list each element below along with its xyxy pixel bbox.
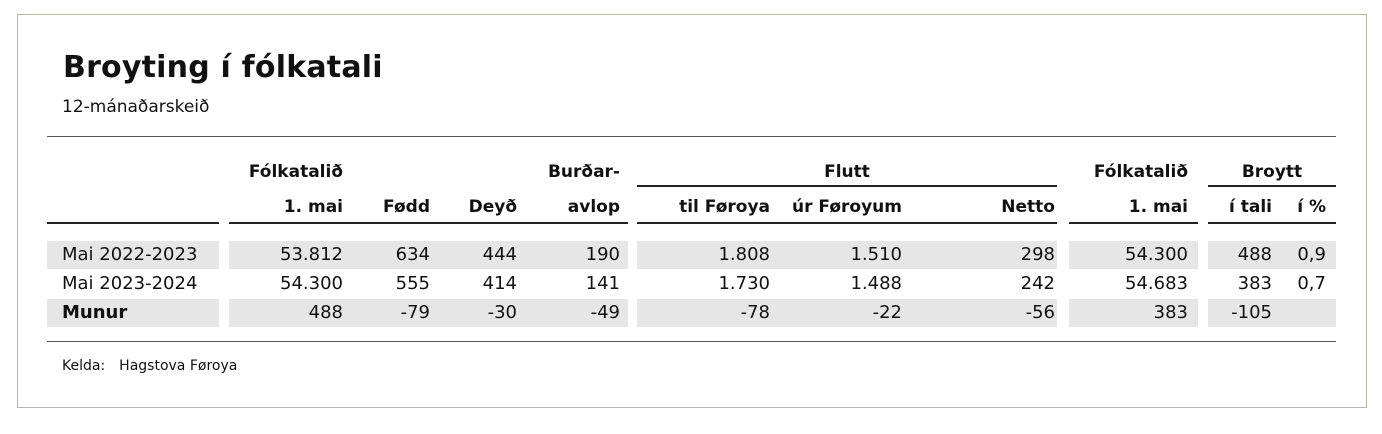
- row3-deyd: -30: [487, 302, 517, 323]
- row1-til-foroya: 1.808: [718, 244, 770, 265]
- row3-label: Munur: [62, 302, 128, 323]
- row3-folkatal-end: 383: [1153, 302, 1188, 323]
- header-ur-foroyum: úr Føroyum: [792, 197, 902, 217]
- header-deyd: Deyð: [468, 197, 517, 217]
- row1-label: Mai 2022-2023: [62, 244, 198, 265]
- row3-til-foroya: -78: [740, 302, 770, 323]
- row2-ur-foroyum: 1.488: [850, 273, 902, 294]
- header-underline-label: [47, 222, 219, 224]
- source-label: Kelda:: [62, 358, 106, 374]
- row3-ur-foroyum: -22: [872, 302, 902, 323]
- row3-folkatal-start: 488: [308, 302, 343, 323]
- flutt-group-underline: [637, 185, 1057, 187]
- row2-broytt-pct: 0,7: [1297, 273, 1326, 294]
- page-title: Broyting í fólkatali: [63, 50, 383, 85]
- header-til-foroya: til Føroya: [679, 197, 770, 217]
- header-underline-flutt: [637, 222, 1057, 224]
- row1-folkatal-end: 54.300: [1125, 244, 1188, 265]
- row2-deyd: 414: [482, 273, 517, 294]
- row1-deyd: 444: [482, 244, 517, 265]
- header-flutt-group: Flutt: [824, 162, 870, 182]
- header-underline-natural: [229, 222, 628, 224]
- source-note: [62, 358, 237, 374]
- header-broytt-group: Broytt: [1241, 162, 1303, 182]
- header-burdar-bottom: avlop: [567, 197, 620, 217]
- header-burdar-top: Burðar-: [547, 162, 620, 182]
- row1-folkatal-start: 53.812: [280, 244, 343, 265]
- row2-netto: 242: [1020, 273, 1055, 294]
- row2-til-foroya: 1.730: [718, 273, 770, 294]
- row2-broytt-tali: 383: [1237, 273, 1272, 294]
- top-divider: [47, 136, 1336, 137]
- row1-fodd: 634: [395, 244, 430, 265]
- row1-netto: 298: [1020, 244, 1055, 265]
- header-folkatal-end-bottom: 1. mai: [1128, 197, 1188, 217]
- row1-ur-foroyum: 1.510: [850, 244, 902, 265]
- row3-fodd: -79: [400, 302, 430, 323]
- header-underline-broytt: [1208, 222, 1336, 224]
- header-i-pct: í %: [1297, 197, 1326, 217]
- row2-folkatal-end: 54.683: [1125, 273, 1188, 294]
- header-underline-folkatal-end: [1069, 222, 1198, 224]
- row2-fodd: 555: [395, 273, 430, 294]
- header-folkatal-end-top: Fólkatalið: [1093, 162, 1188, 182]
- row2-folkatal-start: 54.300: [280, 273, 343, 294]
- header-i-tali: í tali: [1229, 197, 1272, 217]
- row2-label: Mai 2023-2024: [62, 273, 198, 294]
- header-folkatal-start-bottom: 1. mai: [283, 197, 343, 217]
- broytt-group-underline: [1208, 185, 1336, 187]
- row1-burdaravlop: 190: [585, 244, 620, 265]
- row3-broytt-tali: -105: [1231, 302, 1272, 323]
- header-fodd: Fødd: [383, 197, 430, 217]
- header-netto: Netto: [1001, 197, 1055, 217]
- bottom-divider: [47, 341, 1336, 342]
- source-value: Hagstova Føroya: [119, 358, 238, 374]
- row3-netto: -56: [1025, 302, 1055, 323]
- row1-broytt-tali: 488: [1237, 244, 1272, 265]
- row1-broytt-pct: 0,9: [1297, 244, 1326, 265]
- row3-burdaravlop: -49: [590, 302, 620, 323]
- header-folkatal-start-top: Fólkatalið: [248, 162, 343, 182]
- page-subtitle: 12-mánaðarskeið: [62, 97, 210, 117]
- row2-burdaravlop: 141: [585, 273, 620, 294]
